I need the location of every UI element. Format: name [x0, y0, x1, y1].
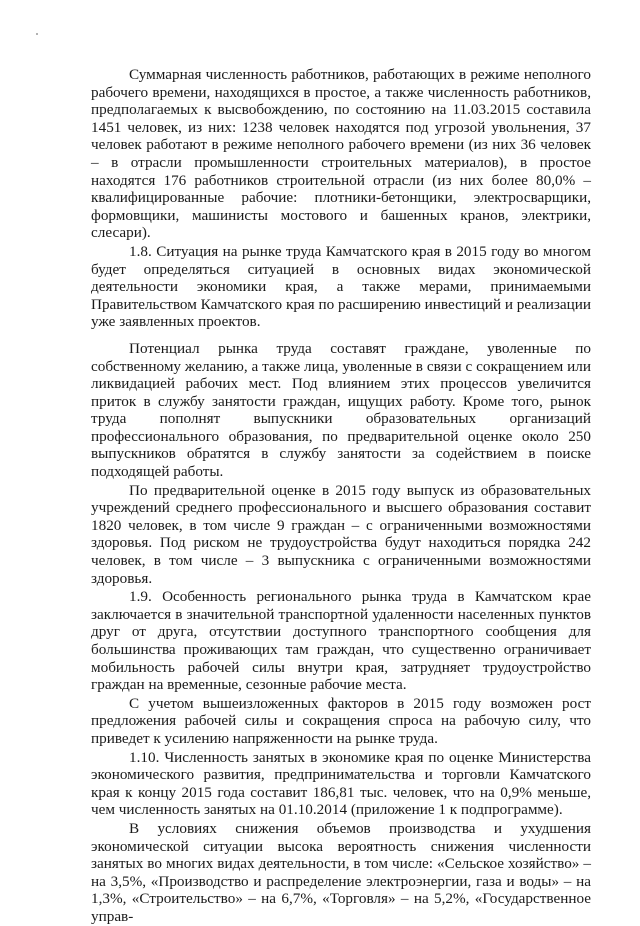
document-body [91, 66, 591, 926]
paragraph-section-1-10: 1.10. Численность занятых в экономике края по оценке Министерства экономического развития, предпринимательства и торговли Камчатского края к концу 2015 года составит 186,81 тыс. человек, что на 0,9% меньше, чем численность занятых на 01.10.2014 (приложение 1 к подпрограмме). [91, 748, 591, 819]
paragraph-labor-potential: Потенциал рынка труда составят граждане, уволенные по собственному желанию, а также лица, уволенные в связи с сокращением или ликвидацией рабочих мест. Под влиянием этих процессов увеличится приток в службу занятости граждан, ищущих работу. Кроме того, рынок труда пополнят выпускники образовательных организаций профессионального образования, по предварительной оценке около 250 выпускников обратятся в службу занятости за содействием в поиске подходящей работы. [91, 339, 591, 481]
paragraph-section-1-9: 1.9. Особенность регионального рынка труда в Камчатском крае заключается в значительной транспортной удаленности населенных пунктов друг от друга, отсутствии доступного транспортного сообщения для большинства проживающих там граждан, что существенно ограничивает мобильность рабочей силы внутри края, затрудняет трудоустройство граждан на временные, сезонные рабочие места. [91, 588, 591, 694]
paragraph-employment-decline: В условиях снижения объемов производства и ухудшения экономической ситуации высока вероятность снижения численности занятых во многих видах деятельности, в том числе: «Сельское хозяйство» – на 3,5%, «Производство и распределение электроэнергии, газа и воды» – на 1,3%, «Строительство» – на 6,7%, «Торговля» – на 5,2%, «Государственное управ- [91, 819, 591, 925]
paragraph-section-1-8: 1.8. Ситуация на рынке труда Камчатского края в 2015 году во многом будет определяться ситуацией в основных видах экономической деятельности экономики края, а также мерами, принимаемыми Правительством Камчатского края по расширению инвестиций и реализации уже заявленных проектов. [91, 242, 591, 331]
scan-speck [36, 33, 38, 35]
paragraph-supply-growth: С учетом вышеизложенных факторов в 2015 году возможен рост предложения рабочей силы и сокращения спроса на рабочую силу, что приведет к усилению напряженности на рынке труда. [91, 694, 591, 747]
paragraph-graduates-forecast: По предварительной оценке в 2015 году выпуск из образовательных учреждений среднего профессионального и высшего образования составит 1820 человек, в том числе 9 граждан – с ограниченными возможностями здоровья. Под риском не трудоустройства будут находиться порядка 242 человек, в том числе – 3 выпускника с ограниченными возможностями здоровья. [91, 481, 591, 587]
paragraph-employment-summary: Суммарная численность работников, работающих в режиме неполного рабочего времени, находящихся в простое, а также численность работников, предполагаемых к высвобождению, по состоянию на 11.03.2015 составила 1451 человек, из них: 1238 человек находятся под угрозой увольнения, 37 человек работают в режиме неполного рабочего времени (из них 36 человек – в отрасли промышленности строительных материалов), в простое находятся 176 работников строительной отрасли (из них более 80,0% – квалифицированные рабочие: плотники-бетонщики, электросварщики, формовщики, машинисты мостового и башенных кранов, электрики, слесари). [91, 66, 591, 242]
